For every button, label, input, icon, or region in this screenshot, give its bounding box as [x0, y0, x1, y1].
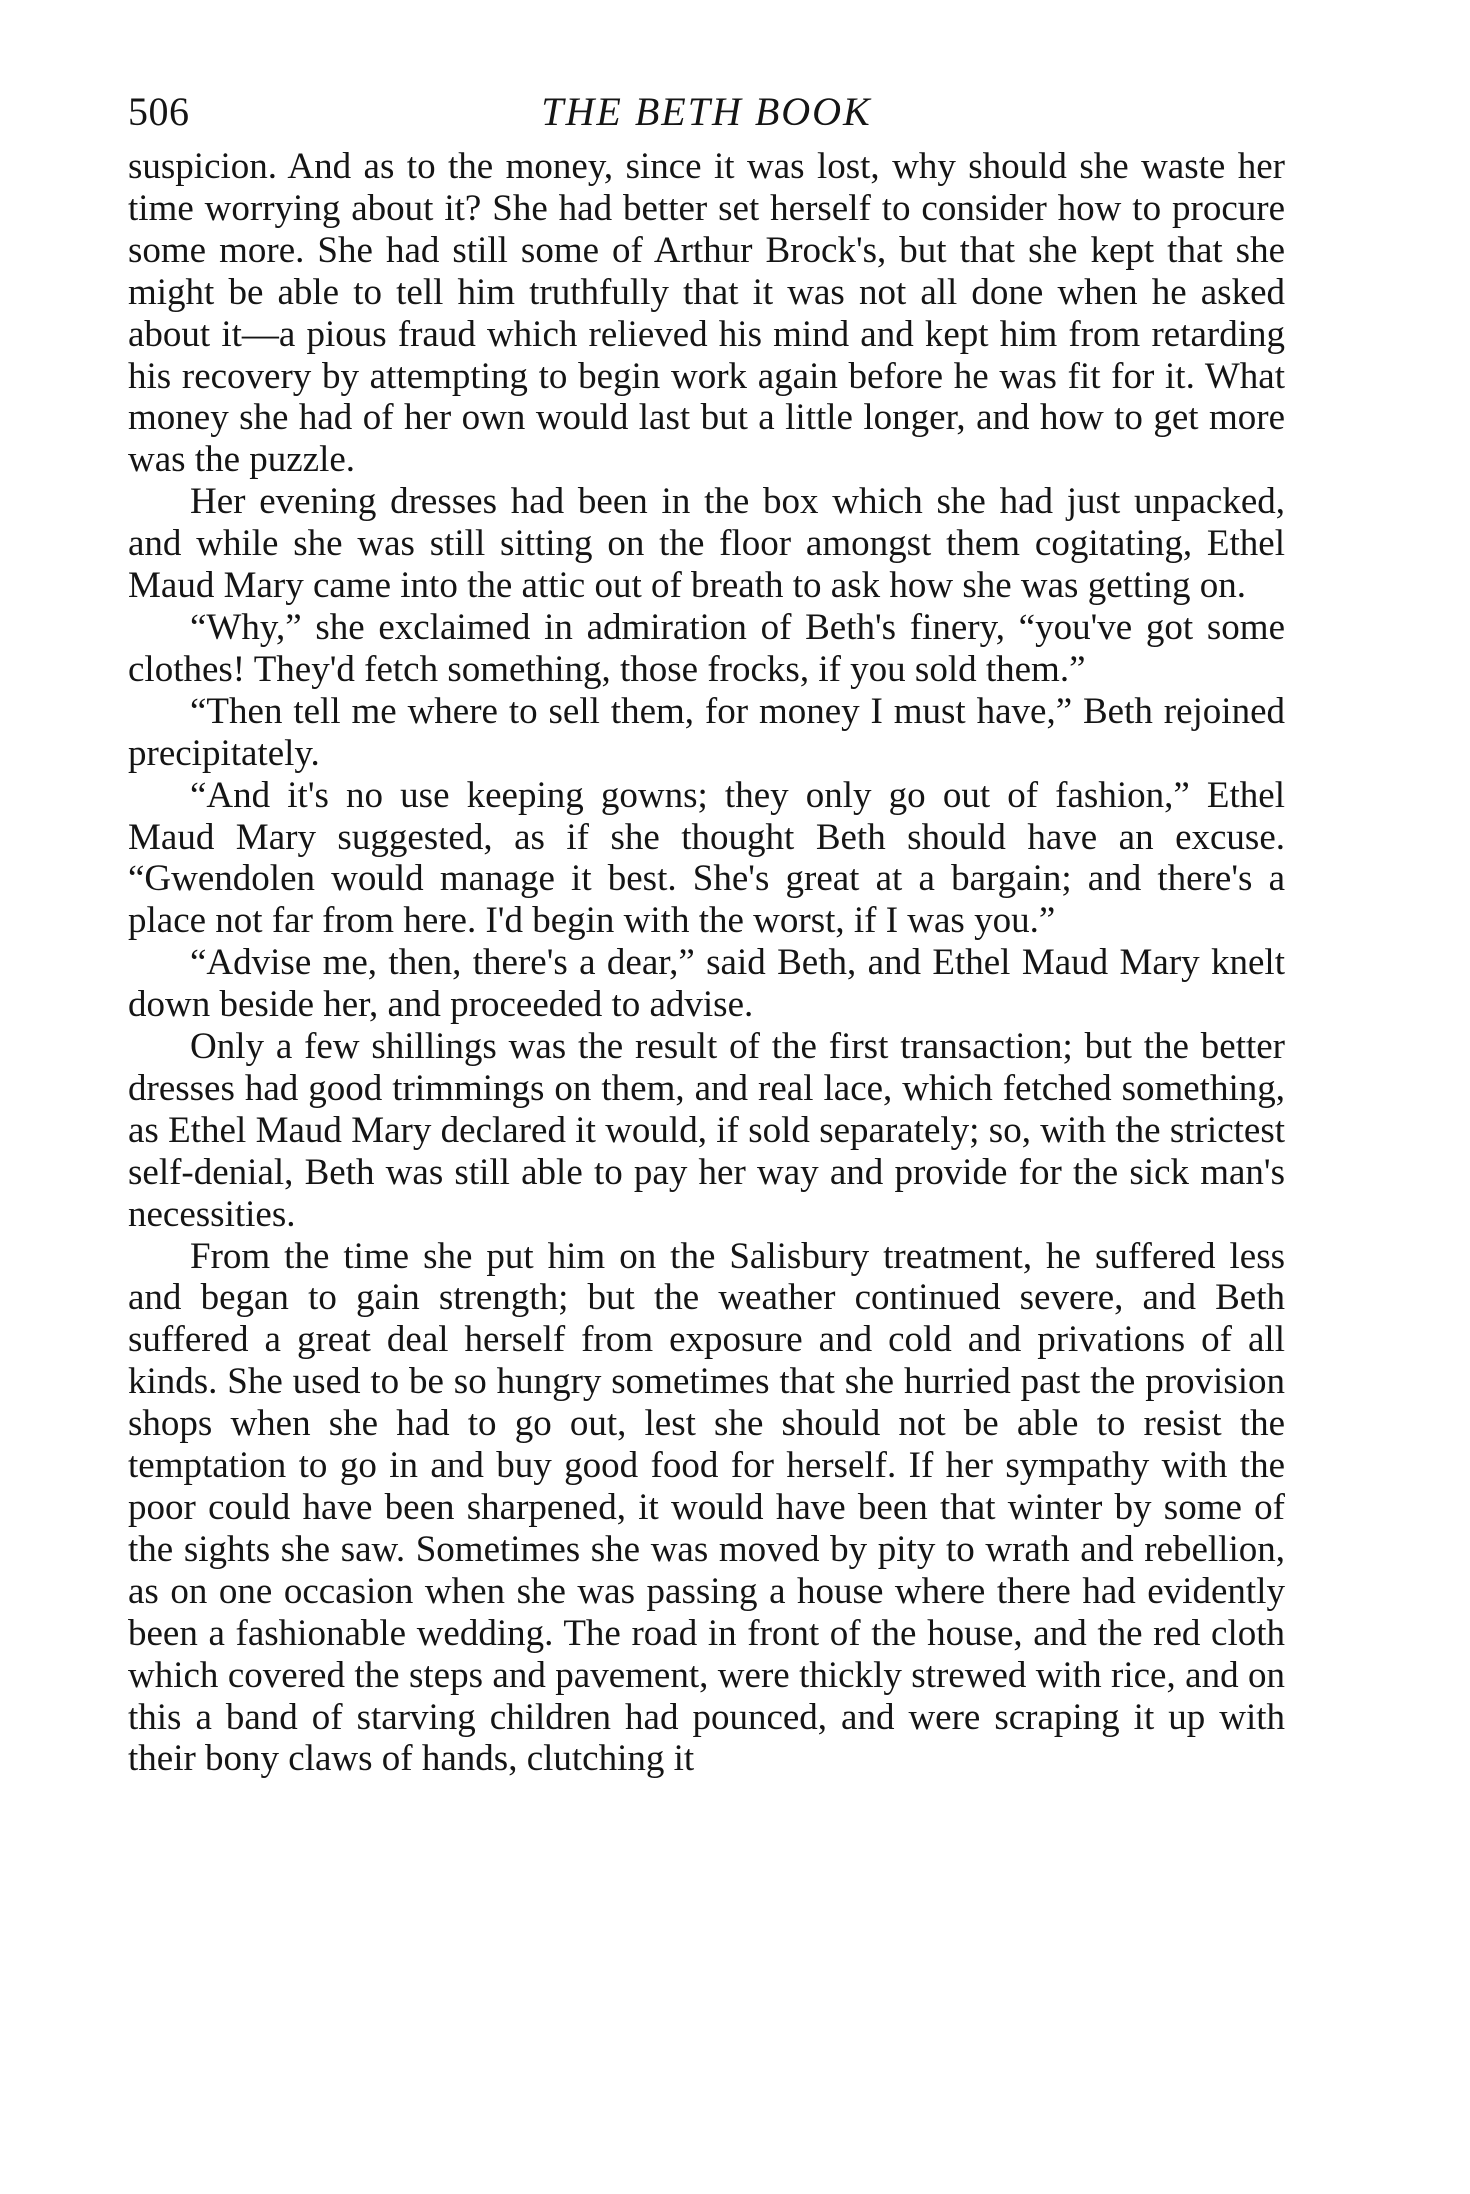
paragraph-1: suspicion. And as to the money, since it was lost, why should she waste her time worrying about it? She had better set herself to consider how to procure some more. She had still some of Arthur Brock's, but that she kept that she might be able to tell him truthfully that it was not all done when he asked about it—a pious fraud which relieved his mind and kept him from retarding his recovery by attempting to begin work again before he was fit for it. What money she had of her own would last but a little longer, and how to get more was the puzzle. [128, 146, 1285, 481]
paragraph-4: “Then tell me where to sell them, for money I must have,” Beth rejoined precipitately. [128, 690, 1285, 774]
paragraph-2: Her evening dresses had been in the box which she had just unpacked, and while she was still sitting on the floor amongst them cogitating, Ethel Maud Mary came into the attic out of breath to ask how she was getting on. [128, 481, 1285, 607]
running-head [128, 82, 1285, 142]
page-number: 506 [128, 89, 190, 134]
running-title: THE BETH BOOK [541, 89, 872, 134]
book-page [128, 82, 1285, 2142]
paragraph-6: “Advise me, then, there's a dear,” said Beth, and Ethel Maud Mary knelt down beside her, and proceeded to advise. [128, 942, 1285, 1026]
paragraph-8: From the time she put him on the Salisbury treatment, he suffered less and began to gain strength; but the weather continued severe, and Beth suffered a great deal herself from exposure and cold and privations of all kinds. She used to be so hungry sometimes that she hurried past the provision shops when she had to go out, lest she should not be able to resist the temptation to go in and buy good food for herself. If her sympathy with the poor could have been sharpened, it would have been that winter by some of the sights she saw. Sometimes she was moved by pity to wrath and rebellion, as on one occasion when she was passing a house where there had evidently been a fashionable wedding. The road in front of the house, and the red cloth which covered the steps and pavement, were thickly strewed with rice, and on this a band of starving children had pounced, and were scraping it up with their bony claws of hands, clutching it [128, 1235, 1285, 1780]
body-text [128, 146, 1285, 1780]
paragraph-5: “And it's no use keeping gowns; they only go out of fashion,” Ethel Maud Mary suggested, as if she thought Beth should have an excuse. “Gwendolen would manage it best. She's great at a bargain; and there's a place not far from here. I'd begin with the worst, if I was you.” [128, 774, 1285, 942]
paragraph-3: “Why,” she exclaimed in admiration of Beth's finery, “you've got some clothes! They'd fetch something, those frocks, if you sold them.” [128, 606, 1285, 690]
paragraph-7: Only a few shillings was the result of the first transaction; but the better dresses had good trimmings on them, and real lace, which fetched something, as Ethel Maud Mary declared it would, if sold separately; so, with the strictest self-denial, Beth was still able to pay her way and provide for the sick man's necessities. [128, 1026, 1285, 1235]
